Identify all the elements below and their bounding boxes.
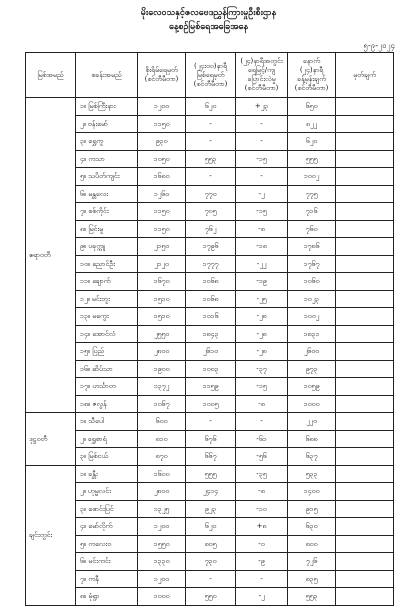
danger-level-cell: ၁၆၇၀ xyxy=(138,273,186,291)
change-cell: -၀ xyxy=(236,535,288,553)
table-row xyxy=(26,255,394,273)
forecast-cell: ၁၀၀၂ xyxy=(288,308,336,326)
forecast-cell: ၉၁၅ xyxy=(288,500,336,518)
station-cell: ၁။ ခန္တီး xyxy=(76,465,138,483)
river-name-cell: ဒုဋ္ဌဝတီ xyxy=(26,413,76,466)
forecast-cell: ၇၆၀ xyxy=(288,220,336,238)
danger-level-cell: ၁၀၆၇ xyxy=(138,395,186,413)
remarks-cell xyxy=(336,150,394,168)
danger-level-cell: ၂၁၅၀ xyxy=(138,238,186,256)
remarks-cell xyxy=(336,395,394,413)
forecast-cell: ၁၀၂၃ xyxy=(288,290,336,308)
station-cell: ၄။ ကသာ xyxy=(76,150,138,168)
river-name-cell: ဧရာဝတီ xyxy=(26,98,76,413)
current-level-cell: ၁၁၅၉ xyxy=(186,378,236,396)
remarks-cell xyxy=(336,483,394,501)
table-row xyxy=(26,238,394,256)
table-row xyxy=(26,185,394,203)
danger-level-cell: ၉၃၀ xyxy=(138,133,186,151)
change-cell: - xyxy=(236,570,288,588)
table-row xyxy=(26,273,394,291)
table-body xyxy=(26,98,394,606)
change-cell: -၈ xyxy=(236,220,288,238)
remarks-cell xyxy=(336,378,394,396)
danger-level-cell: ၂၅၅၀ xyxy=(138,325,186,343)
remarks-cell xyxy=(336,290,394,308)
station-cell: ၆။ မန္တလေး xyxy=(76,185,138,203)
station-cell: ၃။ ဖောင်းပြင် xyxy=(76,500,138,518)
danger-level-cell: ၁၆၀၀ xyxy=(138,465,186,483)
report-date: ၅-၉-၂၀၂၄ xyxy=(363,41,395,50)
remarks-cell xyxy=(336,588,394,606)
remarks-cell xyxy=(336,98,394,116)
remarks-cell xyxy=(336,220,394,238)
station-cell: ၈။ မြင်းမူ xyxy=(76,220,138,238)
current-level-cell: ၇၃၀ xyxy=(186,553,236,571)
change-cell: -၂၈ xyxy=(236,308,288,326)
station-cell: ၁၆။ ဆိပ်သာ xyxy=(76,360,138,378)
forecast-cell: ၈၂၂ xyxy=(288,115,336,133)
remarks-cell xyxy=(336,273,394,291)
change-cell: -၈ xyxy=(236,395,288,413)
change-cell: -၁၀ xyxy=(236,500,288,518)
current-level-cell: ၅၅၀ xyxy=(186,588,236,606)
danger-level-cell: ၆၀၀ xyxy=(138,413,186,431)
river-level-table xyxy=(25,52,394,606)
station-cell: ၈။ မုံရွာ xyxy=(76,588,138,606)
current-level-cell: ၁၀၀၅ xyxy=(186,395,236,413)
header-station: စခန်းအမည် xyxy=(76,53,138,98)
table-row xyxy=(26,518,394,536)
change-cell: -၂ xyxy=(236,185,288,203)
remarks-cell xyxy=(336,343,394,361)
current-level-cell: ၁၀၆၈ xyxy=(186,273,236,291)
remarks-cell xyxy=(336,115,394,133)
document-subtitle: နေ့စဉ်မြစ်ရေအခြေအနေ xyxy=(168,22,249,32)
remarks-cell xyxy=(336,413,394,431)
forecast-cell: ၆၅၀ xyxy=(288,98,336,116)
current-level-cell: ၁၀၆၈ xyxy=(186,290,236,308)
remarks-cell xyxy=(336,203,394,221)
change-cell: - xyxy=(236,115,288,133)
table-row xyxy=(26,325,394,343)
station-cell: ၅။ သပိတ်ကျင်း xyxy=(76,168,138,186)
station-cell: ၁၅။ ပြည် xyxy=(76,343,138,361)
table-row xyxy=(26,588,394,606)
station-cell: ၁၈။ ဇလွန် xyxy=(76,395,138,413)
remarks-cell xyxy=(336,308,394,326)
change-cell: -၁၈ xyxy=(236,238,288,256)
danger-level-cell: ၂၈၀၀ xyxy=(138,483,186,501)
station-cell: ၉။ ပခုက္ကူ xyxy=(76,238,138,256)
remarks-cell xyxy=(336,430,394,448)
station-cell: ၂။ ဟုမ္မလင်း xyxy=(76,483,138,501)
forecast-cell: ၅၅၃ xyxy=(288,588,336,606)
forecast-cell: ၇၂၆ xyxy=(288,553,336,571)
change-cell: +၈ xyxy=(236,518,288,536)
header-river: မြစ်အမည် xyxy=(26,53,76,98)
current-level-cell: ၆၇၆ xyxy=(186,430,236,448)
change-cell: -၅၆ xyxy=(236,448,288,466)
change-cell: - xyxy=(236,133,288,151)
current-level-cell: ၁၀၁၆ xyxy=(186,308,236,326)
table-row xyxy=(26,168,394,186)
danger-level-cell: ၂၈၀၀ xyxy=(138,343,186,361)
table-row xyxy=(26,465,394,483)
current-level-cell: ၂၄၁၄ xyxy=(186,483,236,501)
current-level-cell: ၅၅၅ xyxy=(186,465,236,483)
forecast-cell: ၁၇၈၆ xyxy=(288,238,336,256)
current-level-cell: ၈၀၅ xyxy=(186,535,236,553)
current-level-cell: ၅၅၃ xyxy=(186,150,236,168)
station-cell: ၄။ မော်လိုက် xyxy=(76,518,138,536)
station-cell: ၃။ ရွှေကူ xyxy=(76,133,138,151)
remarks-cell xyxy=(336,535,394,553)
forecast-cell: ၆၃၇ xyxy=(288,448,336,466)
forecast-cell: ၂၆၀၀ xyxy=(288,343,336,361)
forecast-cell: ၅၃၃ xyxy=(288,465,336,483)
danger-level-cell: ၁၃၂၅ xyxy=(138,500,186,518)
document-title: မိုးလေဝသနှင့်ဇလဗေဒညွှန်ကြားမှုဦးစီးဌာန xyxy=(140,8,277,18)
current-level-cell: ၉၂၃ xyxy=(186,500,236,518)
danger-level-cell: ၁၂၆၀ xyxy=(138,185,186,203)
danger-level-cell: ၁၀၅၀ xyxy=(138,150,186,168)
header-danger-level: စိုးရိမ်ရေမှတ် (စင်တီမီတာ) xyxy=(138,53,186,98)
current-level-cell: ၆၂၀ xyxy=(186,518,236,536)
station-cell: ၅။ ကလေးဝ xyxy=(76,535,138,553)
forecast-cell: ၇၁၆ xyxy=(288,203,336,221)
danger-level-cell: ၁၃၇၂ xyxy=(138,378,186,396)
station-cell: ၁၇။ ဟင်္သာတ xyxy=(76,378,138,396)
remarks-cell xyxy=(336,255,394,273)
header-remarks: မှတ်ချက် xyxy=(336,53,394,98)
danger-level-cell: ၁၁၅၀ xyxy=(138,203,186,221)
danger-level-cell: ၁၉၀၀ xyxy=(138,360,186,378)
current-level-cell: ၁၇၉၆ xyxy=(186,238,236,256)
forecast-cell: ၁၄၀၀ xyxy=(288,483,336,501)
change-cell: -၈ xyxy=(236,483,288,501)
current-level-cell: ၆၆၇ xyxy=(186,448,236,466)
forecast-cell: ၁၀၆၀ xyxy=(288,273,336,291)
table-row xyxy=(26,500,394,518)
danger-level-cell: ၁၂၀၀ xyxy=(138,570,186,588)
station-cell: ၆။ မင်းကင်း xyxy=(76,553,138,571)
danger-level-cell: ၁၅၅၀ xyxy=(138,535,186,553)
header-current-level: (၂၄း၀၀)နာရီ မြစ်ရေမှတ် (စင်တီမီတာ) xyxy=(186,53,236,98)
change-cell: - xyxy=(236,168,288,186)
current-level-cell: ၇၇၀ xyxy=(186,185,236,203)
danger-level-cell: ၁၁၅၀ xyxy=(138,115,186,133)
change-cell: -၃၇ xyxy=(236,360,288,378)
forecast-cell: ၉၇၃ xyxy=(288,360,336,378)
table-row xyxy=(26,290,394,308)
current-level-cell: - xyxy=(186,115,236,133)
table-row xyxy=(26,448,394,466)
forecast-cell: ၁၇၆၇ xyxy=(288,255,336,273)
station-cell: ၂။ ဗန်းမော် xyxy=(76,115,138,133)
station-cell: ၁၁။ ချောက် xyxy=(76,273,138,291)
table-row xyxy=(26,413,394,431)
forecast-cell: ၂၂၀ xyxy=(288,413,336,431)
table-header-row xyxy=(26,53,394,98)
station-cell: ၇။ ကနီ xyxy=(76,570,138,588)
table-row xyxy=(26,570,394,588)
current-level-cell: ၁၈၄၃ xyxy=(186,325,236,343)
change-cell: -၂၈ xyxy=(236,325,288,343)
table-row xyxy=(26,430,394,448)
danger-level-cell: ၁၀၀၀ xyxy=(138,588,186,606)
remarks-cell xyxy=(336,465,394,483)
danger-level-cell: ၁၅၁၀ xyxy=(138,308,186,326)
change-cell: -၂ xyxy=(236,588,288,606)
danger-level-cell: ၁၃၃၀ xyxy=(138,553,186,571)
table-row xyxy=(26,98,394,116)
forecast-cell: ၁၀၅၉ xyxy=(288,378,336,396)
change-cell: - xyxy=(236,413,288,431)
current-level-cell: ၇၆၂ xyxy=(186,220,236,238)
table-row xyxy=(26,360,394,378)
current-level-cell: - xyxy=(186,133,236,151)
table-row xyxy=(26,553,394,571)
station-cell: ၁။ သီပေါ xyxy=(76,413,138,431)
forecast-cell: ၈၃၅ xyxy=(288,570,336,588)
header-change: (၂၄)နာရီအတွင်း ရေမြင့်/ကျ ပြောင်းလဲမှု (စင်တီမီတာ) xyxy=(236,53,288,98)
station-cell: ၁၄။ အောင်လံ xyxy=(76,325,138,343)
change-cell: -၃၅ xyxy=(236,465,288,483)
danger-level-cell: ၁၁၅၀ xyxy=(138,220,186,238)
change-cell: -၁၅ xyxy=(236,378,288,396)
remarks-cell xyxy=(336,185,394,203)
change-cell: -၁၉ xyxy=(236,273,288,291)
danger-level-cell: ၁၆၈၀ xyxy=(138,168,186,186)
remarks-cell xyxy=(336,133,394,151)
change-cell: -၁၅ xyxy=(236,203,288,221)
table-row xyxy=(26,378,394,396)
forecast-cell: ၆၃၀ xyxy=(288,518,336,536)
station-cell: ၁၃။ မကွေး xyxy=(76,308,138,326)
station-cell: ၁။ မြစ်ကြီးနား xyxy=(76,98,138,116)
change-cell: -၂၈ xyxy=(236,343,288,361)
station-cell: ၁၀။ ညောင်ဦး xyxy=(76,255,138,273)
current-level-cell: - xyxy=(186,413,236,431)
change-cell: -၂၅ xyxy=(236,290,288,308)
forecast-cell: ၁၀၀၀ xyxy=(288,395,336,413)
station-cell: ၇။ စစ်ကိုင်း xyxy=(76,203,138,221)
forecast-cell: ၆၂၀ xyxy=(288,133,336,151)
change-cell: -၂၂ xyxy=(236,255,288,273)
forecast-cell: ၈၀၀ xyxy=(288,535,336,553)
change-cell: -၆၁ xyxy=(236,430,288,448)
forecast-cell: ၁၀၀၂ xyxy=(288,168,336,186)
table-row xyxy=(26,150,394,168)
remarks-cell xyxy=(336,360,394,378)
station-cell: ၁၂။ မင်းဘူး xyxy=(76,290,138,308)
remarks-cell xyxy=(336,168,394,186)
table-row xyxy=(26,395,394,413)
change-cell: +၂၃ xyxy=(236,98,288,116)
forecast-cell: ၅၅၅ xyxy=(288,150,336,168)
current-level-cell: ၆၂၀ xyxy=(186,98,236,116)
table-row xyxy=(26,220,394,238)
forecast-cell: ၁၈၃၁ xyxy=(288,325,336,343)
forecast-cell: ၆၈၈ xyxy=(288,430,336,448)
current-level-cell: - xyxy=(186,168,236,186)
remarks-cell xyxy=(336,518,394,536)
remarks-cell xyxy=(336,238,394,256)
table-row xyxy=(26,115,394,133)
danger-level-cell: ၁၂၀၀ xyxy=(138,98,186,116)
danger-level-cell: ၁၂၀၀ xyxy=(138,518,186,536)
remarks-cell xyxy=(336,553,394,571)
forecast-cell: ၇၇၅ xyxy=(288,185,336,203)
remarks-cell xyxy=(336,448,394,466)
change-cell: -၁၅ xyxy=(236,150,288,168)
remarks-cell xyxy=(336,325,394,343)
current-level-cell: - xyxy=(186,570,236,588)
current-level-cell: ၇၀၅ xyxy=(186,203,236,221)
danger-level-cell: ၈၇၀ xyxy=(138,448,186,466)
header-forecast: နောက် (၂၄)နာရီ ခန့်မှန်းချက် (စင်တီမီတာ) xyxy=(288,53,336,98)
table-row xyxy=(26,343,394,361)
table-row xyxy=(26,203,394,221)
danger-level-cell: ၈၁၀ xyxy=(138,430,186,448)
river-name-cell: ချင်းတွင်း xyxy=(26,465,76,605)
current-level-cell: ၁၀၀၃ xyxy=(186,360,236,378)
current-level-cell: ၂၆၁၀ xyxy=(186,343,236,361)
current-level-cell: ၁၇၇၇ xyxy=(186,255,236,273)
danger-level-cell: ၁၅၁၀ xyxy=(138,290,186,308)
remarks-cell xyxy=(336,570,394,588)
station-cell: ၃။ မြစ်ငယ် xyxy=(76,448,138,466)
table-row xyxy=(26,133,394,151)
change-cell: -၉ xyxy=(236,553,288,571)
remarks-cell xyxy=(336,500,394,518)
table-row xyxy=(26,308,394,326)
table-row xyxy=(26,483,394,501)
station-cell: ၂။ ရွှေစာရံ xyxy=(76,430,138,448)
danger-level-cell: ၂၁၂၀ xyxy=(138,255,186,273)
table-row xyxy=(26,535,394,553)
